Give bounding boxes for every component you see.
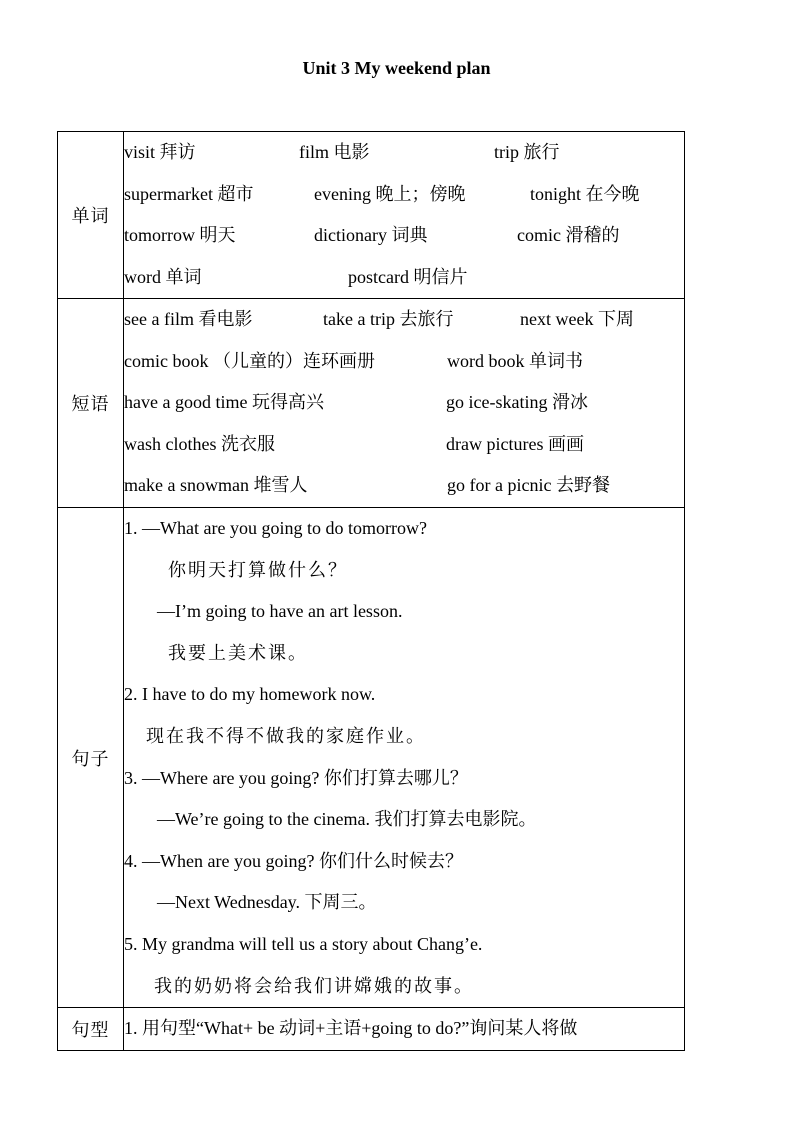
phrase-entry: make a snowman 堆雪人 <box>124 475 308 495</box>
sentence-line: 现在我不得不做我的家庭作业。 <box>146 725 426 746</box>
word-entry: postcard 明信片 <box>348 266 468 287</box>
phrase-entry: draw pictures 画画 <box>446 433 584 454</box>
sentence-line: 你明天打算做什么？ <box>168 559 348 580</box>
phrase-entry: word book 单词书 <box>447 350 583 371</box>
word-entry: tonight 在今晚 <box>530 183 640 204</box>
sentence-line: 1. —What are you going to do tomorrow? <box>124 518 427 538</box>
word-entry: film 电影 <box>299 142 370 162</box>
patterns-content <box>124 1008 685 1051</box>
patterns-label: 句型 <box>58 1008 124 1051</box>
words-label: 单词 <box>58 132 124 299</box>
word-entry: tomorrow 明天 <box>124 225 236 245</box>
word-entry: dictionary 词典 <box>314 225 428 245</box>
phrase-entry: comic book （儿童的）连环画册 <box>124 350 375 371</box>
vocabulary-table <box>57 131 685 1051</box>
words-line-4 <box>124 257 684 299</box>
phrases-line-3 <box>124 382 684 424</box>
phrases-line-2 <box>124 341 684 383</box>
phrase-entry: go for a picnic 去野餐 <box>447 475 610 495</box>
phrase-entry: next week 下周 <box>520 309 634 329</box>
word-entry: visit 拜访 <box>124 142 196 162</box>
phrase-entry: go ice-skating 滑冰 <box>446 392 588 412</box>
sentence-line: 4. —When are you going? 你们什么时候去？ <box>124 850 463 871</box>
word-entry: trip 旅行 <box>494 142 560 162</box>
sentence-line: 2. I have to do my homework now. <box>124 684 376 705</box>
phrases-line-1 <box>124 299 684 341</box>
sentence-line: —I’m going to have an art lesson. <box>157 601 403 622</box>
words-line-2 <box>124 174 684 216</box>
patterns-row <box>58 1008 685 1051</box>
word-entry: evening 晚上；傍晚 <box>314 183 466 204</box>
phrases-label: 短语 <box>58 299 124 508</box>
sentences-label: 句子 <box>58 508 124 1008</box>
pattern-line: 1. 用句型“What+ be 动词+主语+going to do?”询问某人将做 <box>124 1018 578 1039</box>
phrase-entry: have a good time 玩得高兴 <box>124 392 324 412</box>
sentence-line: 3. —Where are you going? 你们打算去哪儿？ <box>124 767 468 788</box>
words-row <box>58 132 685 299</box>
sentence-line: —We’re going to the cinema. 我们打算去电影院。 <box>157 809 537 830</box>
word-entry: word 单词 <box>124 266 202 287</box>
sentences-content <box>124 508 685 1008</box>
phrases-row <box>58 299 685 508</box>
sentences-row <box>58 508 685 1008</box>
document-title: Unit 3 My weekend plan <box>302 58 491 78</box>
phrases-line-5 <box>124 465 684 507</box>
phrases-content <box>124 299 685 508</box>
sentence-line: —Next Wednesday. 下周三。 <box>157 892 377 913</box>
sentence-line: 我要上美术课。 <box>168 642 308 663</box>
words-content <box>124 132 685 299</box>
phrases-line-4 <box>124 424 684 466</box>
word-entry: comic 滑稽的 <box>517 225 620 245</box>
phrase-entry: wash clothes 洗衣服 <box>124 433 275 454</box>
sentence-line: 5. My grandma will tell us a story about Chang’e. <box>124 933 483 954</box>
word-entry: supermarket 超市 <box>124 183 254 204</box>
words-line-3 <box>124 215 684 257</box>
words-line-1 <box>124 132 684 174</box>
phrase-entry: take a trip 去旅行 <box>323 309 454 329</box>
sentence-line: 我的奶奶将会给我们讲嫦娥的故事。 <box>154 975 474 996</box>
phrase-entry: see a film 看电影 <box>124 309 253 329</box>
